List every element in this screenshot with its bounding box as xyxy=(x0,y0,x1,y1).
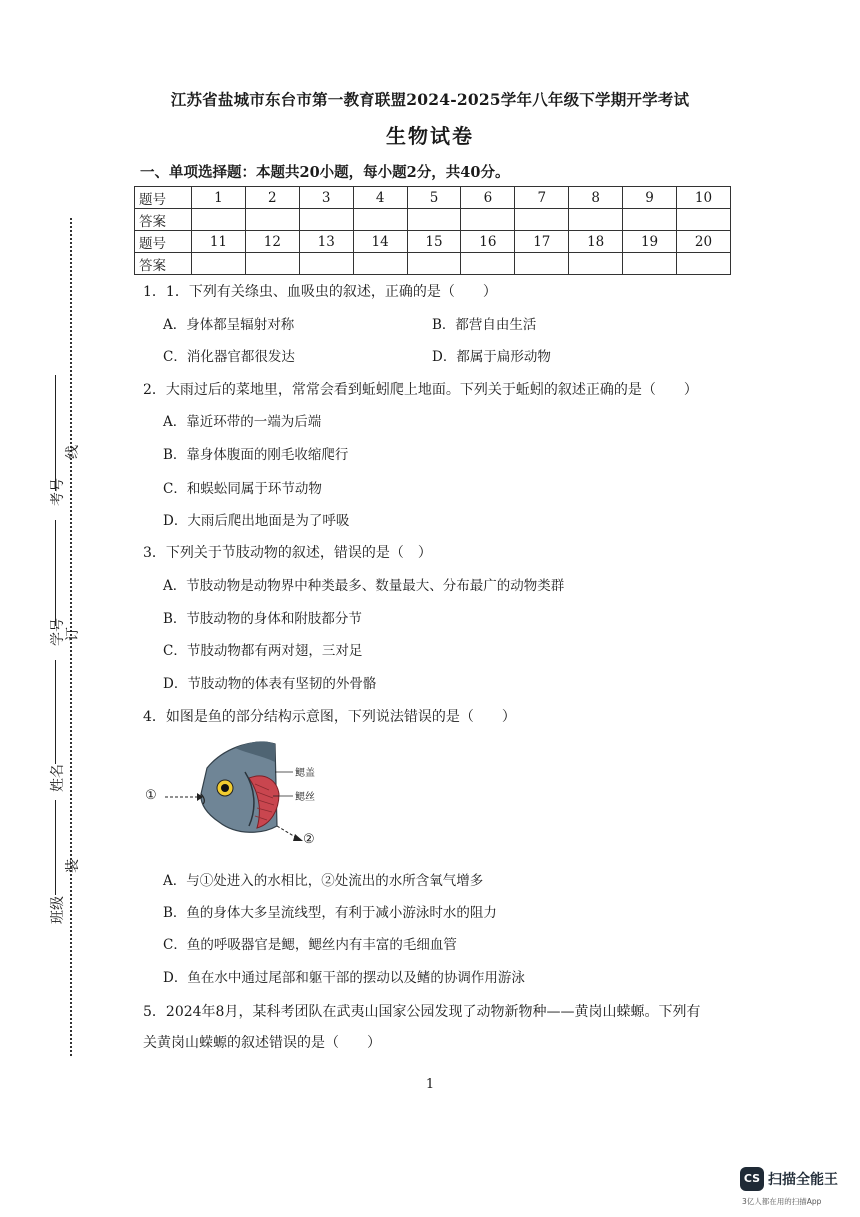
question-1-option-b: B．都营自由生活 xyxy=(432,317,537,333)
table-cell: 12 xyxy=(245,231,299,253)
question-4-option-a: A．与①处进入的水相比，②处流出的水所含氧气增多 xyxy=(163,873,484,889)
question-2-option-a: A．靠近环带的一端为后端 xyxy=(163,414,322,430)
answer-cell[interactable] xyxy=(461,209,515,231)
section-heading: 一、单项选择题：本题共20小题，每小题2分，共40分。 xyxy=(140,164,510,181)
question-3-option-d: D．节肢动物的体表有坚韧的外骨骼 xyxy=(163,676,377,692)
table-cell: 1 xyxy=(192,187,246,209)
table-cell: 18 xyxy=(569,231,623,253)
watermark-name: 扫描全能王 xyxy=(768,1172,838,1188)
table-cell: 17 xyxy=(515,231,569,253)
table-cell: 11 xyxy=(192,231,246,253)
fish-gill-figure xyxy=(145,738,345,848)
question-1-option-a: A．身体都呈辐射对称 xyxy=(163,317,295,333)
answer-cell[interactable] xyxy=(299,209,353,231)
label-gill-cover: 鳃盖 xyxy=(295,768,315,779)
table-cell: 13 xyxy=(299,231,353,253)
table-row xyxy=(135,209,731,231)
marker-in: ① xyxy=(145,788,157,803)
question-3-option-b: B．节肢动物的身体和附肢都分节 xyxy=(163,611,362,627)
answer-cell[interactable] xyxy=(353,209,407,231)
question-2-stem: 2．大雨过后的菜地里，常常会看到蚯蚓爬上地面。下列关于蚯蚓的叙述正确的是（ ） xyxy=(143,382,698,398)
table-cell: 4 xyxy=(353,187,407,209)
table-row xyxy=(135,253,731,275)
answer-cell[interactable] xyxy=(569,209,623,231)
answer-cell[interactable] xyxy=(515,253,569,275)
table-cell: 19 xyxy=(623,231,677,253)
fill-line-class xyxy=(55,800,56,895)
question-3-stem: 3．下列关于节肢动物的叙述，错误的是（ ） xyxy=(143,545,432,561)
table-cell: 14 xyxy=(353,231,407,253)
label-line: 线 xyxy=(65,445,81,459)
question-5-stem-line2: 关黄岗山蝾螈的叙述错误的是（ ） xyxy=(143,1035,381,1051)
table-row xyxy=(135,231,731,253)
answer-cell[interactable] xyxy=(245,209,299,231)
answer-cell[interactable] xyxy=(677,209,731,231)
answer-cell[interactable] xyxy=(623,253,677,275)
label-bind: 订 xyxy=(65,627,81,641)
answer-cell[interactable] xyxy=(299,253,353,275)
label-exam-no: 考号 xyxy=(50,478,66,506)
fish-illustration xyxy=(145,738,345,848)
question-1-option-d: D．都属于扁形动物 xyxy=(432,349,551,365)
question-4-option-b: B．鱼的身体大多呈流线型，有利于减小游泳时水的阻力 xyxy=(163,905,497,921)
question-1-stem: 1．1．下列有关绦虫、血吸虫的叙述，正确的是（ ） xyxy=(143,284,497,300)
answer-cell[interactable] xyxy=(407,209,461,231)
table-cell: 6 xyxy=(461,187,515,209)
question-4-option-c: C．鱼的呼吸器官是鳃，鳃丝内有丰富的毛细血管 xyxy=(163,937,457,953)
question-5-stem-line1: 5．2024年8月，某科考团队在武夷山国家公园发现了动物新物种——黄岗山蝾螈。下列有 xyxy=(143,1004,701,1020)
table-cell: 16 xyxy=(461,231,515,253)
watermark-tagline: 3亿人都在用的扫描App xyxy=(742,1197,822,1206)
label-name: 姓名 xyxy=(50,764,66,792)
marker-out: ② xyxy=(303,832,315,847)
answer-cell[interactable] xyxy=(353,253,407,275)
question-4-stem: 4．如图是鱼的部分结构示意图，下列说法错误的是（ ） xyxy=(143,709,516,725)
cs-logo-icon: CS xyxy=(740,1167,764,1191)
table-cell: 2 xyxy=(245,187,299,209)
page-number: 1 xyxy=(425,1077,435,1092)
answer-cell[interactable] xyxy=(192,209,246,231)
exam-title: 江苏省盐城市东台市第一教育联盟2024-2025学年八年级下学期开学考试 xyxy=(170,90,690,109)
label-class: 班级 xyxy=(50,896,66,924)
question-3-option-c: C．节肢动物都有两对翅，三对足 xyxy=(163,643,363,659)
table-cell: 答案 xyxy=(135,253,192,275)
question-2-option-d: D．大雨后爬出地面是为了呼吸 xyxy=(163,513,350,529)
question-2-option-c: C．和蜈蚣同属于环节动物 xyxy=(163,481,322,497)
table-cell: 9 xyxy=(623,187,677,209)
label-staple: 装 xyxy=(65,859,81,873)
answer-cell[interactable] xyxy=(407,253,461,275)
answer-cell[interactable] xyxy=(623,209,677,231)
question-2-option-b: B．靠身体腹面的刚毛收缩爬行 xyxy=(163,447,349,463)
answer-cell[interactable] xyxy=(461,253,515,275)
fill-line-exam-no xyxy=(55,375,56,491)
fill-line-student-no xyxy=(55,520,56,626)
exam-subtitle: 生物试卷 xyxy=(386,124,474,148)
table-cell: 15 xyxy=(407,231,461,253)
fill-line-name xyxy=(55,660,56,764)
table-cell: 题号 xyxy=(135,187,192,209)
question-1-option-c: C．消化器官都很发达 xyxy=(163,349,295,365)
table-cell: 7 xyxy=(515,187,569,209)
table-row xyxy=(135,187,731,209)
answer-cell[interactable] xyxy=(569,253,623,275)
question-3-option-a: A．节肢动物是动物界中种类最多、数量最大、分布最广的动物类群 xyxy=(163,578,565,594)
table-cell: 3 xyxy=(299,187,353,209)
table-cell: 5 xyxy=(407,187,461,209)
answer-cell[interactable] xyxy=(515,209,569,231)
answer-cell[interactable] xyxy=(677,253,731,275)
label-gill-filament: 鳃丝 xyxy=(295,792,315,803)
answer-cell[interactable] xyxy=(192,253,246,275)
question-4-option-d: D．鱼在水中通过尾部和躯干部的摆动以及鳍的协调作用游泳 xyxy=(163,970,525,986)
answer-cell[interactable] xyxy=(245,253,299,275)
table-cell: 20 xyxy=(677,231,731,253)
answer-table xyxy=(134,186,731,275)
scanner-watermark xyxy=(738,1163,850,1213)
table-cell: 答案 xyxy=(135,209,192,231)
table-cell: 10 xyxy=(677,187,731,209)
table-cell: 8 xyxy=(569,187,623,209)
table-cell: 题号 xyxy=(135,231,192,253)
label-student-no: 学号 xyxy=(50,618,66,646)
